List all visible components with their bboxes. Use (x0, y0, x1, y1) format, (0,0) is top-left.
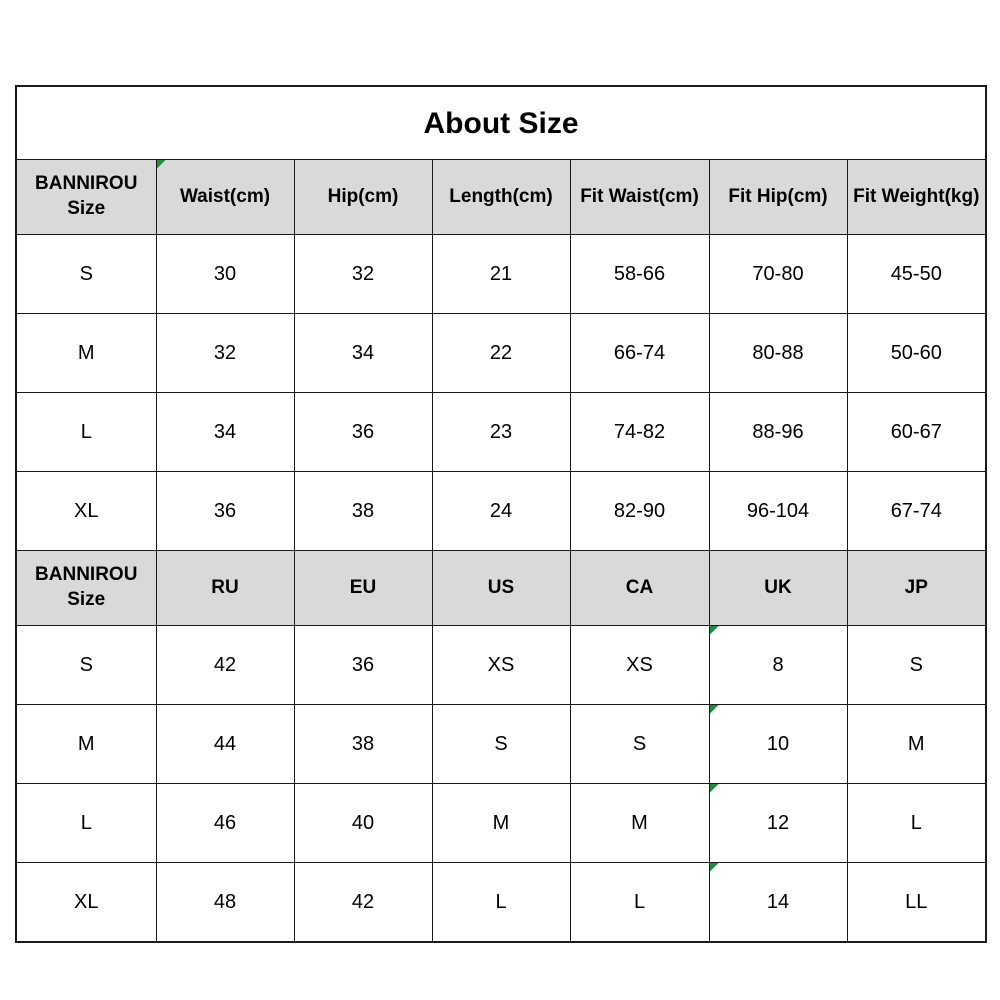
table-row-size-s (16, 235, 986, 314)
cell-size-label: L (16, 393, 156, 472)
cell-us: S (432, 705, 570, 784)
cell-fit-weight: 50-60 (847, 314, 986, 393)
cell-uk-value: 8 (772, 654, 784, 676)
page-title: About Size (16, 86, 986, 160)
excel-flag-icon (710, 626, 719, 635)
cell-length: 21 (432, 235, 570, 314)
conversion-row-size-l (16, 784, 986, 863)
title-row (16, 86, 986, 160)
cell-uk-value: 14 (766, 891, 790, 913)
column-header-eu: EU (294, 551, 432, 626)
excel-flag-icon (710, 705, 719, 714)
cell-size-label: M (16, 705, 156, 784)
cell-fit-waist: 74-82 (570, 393, 709, 472)
cell-fit-weight: 60-67 (847, 393, 986, 472)
cell-length: 24 (432, 472, 570, 551)
cell-ru: 42 (156, 626, 294, 705)
cell-ru: 44 (156, 705, 294, 784)
cell-jp: L (847, 784, 986, 863)
cell-jp: S (847, 626, 986, 705)
cell-fit-waist: 82-90 (570, 472, 709, 551)
table-row-size-xl (16, 472, 986, 551)
cell-hip: 38 (294, 472, 432, 551)
column-header-brand-size: BANNIROU Size (16, 160, 156, 235)
excel-flag-icon (710, 863, 719, 872)
column-header-us: US (432, 551, 570, 626)
cell-waist: 32 (156, 314, 294, 393)
cell-eu: 36 (294, 626, 432, 705)
cell-waist: 30 (156, 235, 294, 314)
cell-us: L (432, 863, 570, 943)
cell-size-label: S (16, 626, 156, 705)
column-header-fit-weight: Fit Weight(kg) (847, 160, 986, 235)
cell-ca: S (570, 705, 709, 784)
cell-length: 23 (432, 393, 570, 472)
cell-ca: M (570, 784, 709, 863)
cell-fit-hip: 96-104 (709, 472, 847, 551)
column-header-brand-size-2: BANNIROU Size (16, 551, 156, 626)
cell-eu: 38 (294, 705, 432, 784)
cell-size-label: S (16, 235, 156, 314)
column-header-ca: CA (570, 551, 709, 626)
cell-uk (709, 705, 847, 784)
cell-uk (709, 863, 847, 943)
cell-fit-hip: 80-88 (709, 314, 847, 393)
cell-fit-hip: 88-96 (709, 393, 847, 472)
measurement-header-row (16, 160, 986, 235)
column-header-fit-hip: Fit Hip(cm) (709, 160, 847, 235)
cell-ru: 46 (156, 784, 294, 863)
column-header-jp: JP (847, 551, 986, 626)
cell-jp: LL (847, 863, 986, 943)
cell-us: XS (432, 626, 570, 705)
conversion-header-row (16, 551, 986, 626)
cell-uk (709, 784, 847, 863)
cell-eu: 40 (294, 784, 432, 863)
cell-length: 22 (432, 314, 570, 393)
cell-us: M (432, 784, 570, 863)
cell-ru: 48 (156, 863, 294, 943)
cell-waist: 36 (156, 472, 294, 551)
cell-size-label: XL (16, 472, 156, 551)
size-chart-table (15, 85, 987, 943)
cell-hip: 32 (294, 235, 432, 314)
table-row-size-m (16, 314, 986, 393)
cell-eu: 42 (294, 863, 432, 943)
cell-ca: XS (570, 626, 709, 705)
cell-fit-waist: 58-66 (570, 235, 709, 314)
column-header-ru: RU (156, 551, 294, 626)
column-header-length: Length(cm) (432, 160, 570, 235)
conversion-row-size-xl (16, 863, 986, 943)
column-header-uk: UK (709, 551, 847, 626)
excel-flag-icon (710, 784, 719, 793)
cell-waist: 34 (156, 393, 294, 472)
conversion-row-size-m (16, 705, 986, 784)
cell-size-label: L (16, 784, 156, 863)
cell-uk (709, 626, 847, 705)
cell-uk-value: 12 (766, 812, 790, 834)
cell-uk-value: 10 (766, 733, 790, 755)
column-header-waist-label: Waist(cm) (179, 185, 271, 207)
column-header-waist (156, 160, 294, 235)
cell-hip: 36 (294, 393, 432, 472)
cell-fit-hip: 70-80 (709, 235, 847, 314)
cell-jp: M (847, 705, 986, 784)
cell-fit-waist: 66-74 (570, 314, 709, 393)
excel-flag-icon (157, 160, 166, 169)
cell-size-label: M (16, 314, 156, 393)
table-row-size-l (16, 393, 986, 472)
cell-ca: L (570, 863, 709, 943)
conversion-row-size-s (16, 626, 986, 705)
cell-hip: 34 (294, 314, 432, 393)
cell-fit-weight: 67-74 (847, 472, 986, 551)
cell-fit-weight: 45-50 (847, 235, 986, 314)
column-header-fit-waist: Fit Waist(cm) (570, 160, 709, 235)
column-header-hip: Hip(cm) (294, 160, 432, 235)
cell-size-label: XL (16, 863, 156, 943)
